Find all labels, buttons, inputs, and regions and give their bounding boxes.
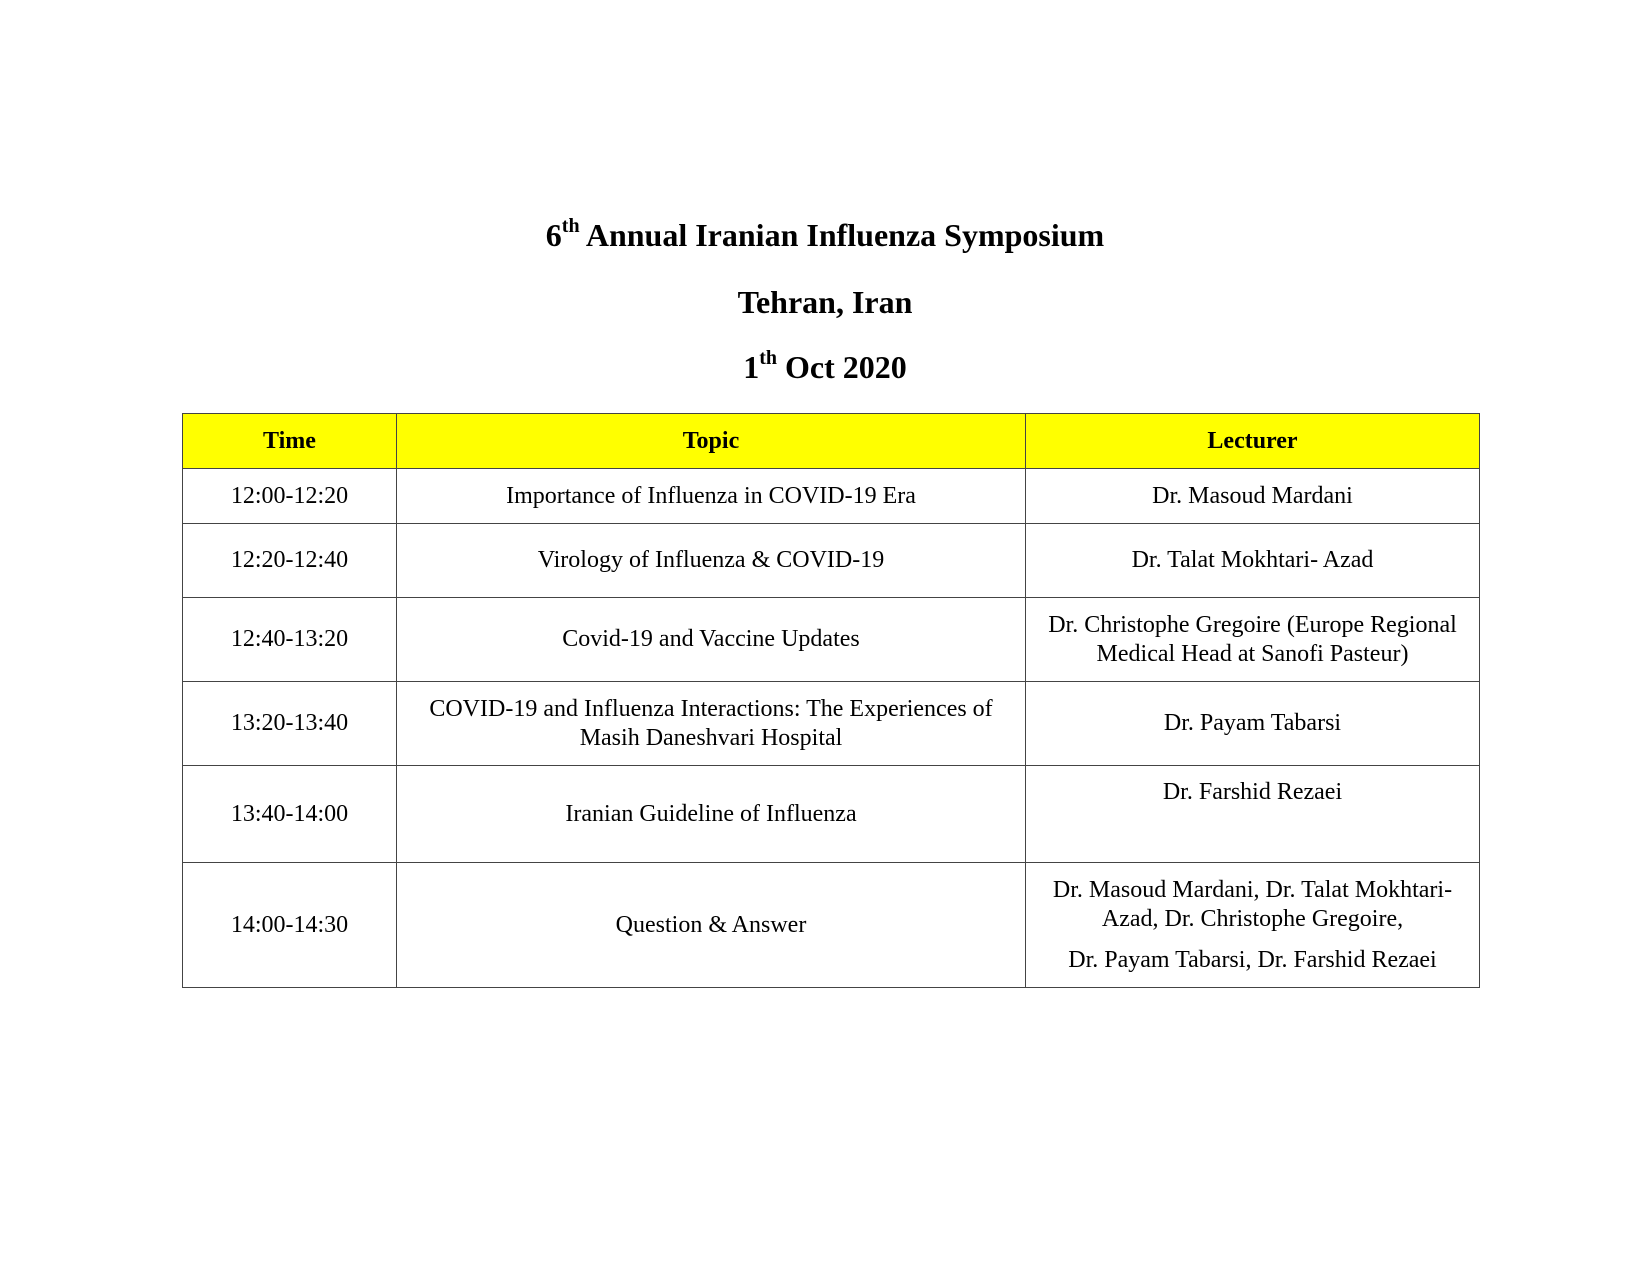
topic-line: Masih Daneshvari Hospital — [579, 724, 843, 751]
topic-line: Virology of Influenza & COVID-19 — [537, 547, 885, 573]
topic-line: Importance of Influenza in COVID-19 Era — [506, 482, 916, 509]
lecturer-cell — [1026, 766, 1480, 863]
column-header-topic: Topic — [397, 414, 1026, 469]
time-cell: 12:00-12:20 — [183, 469, 397, 524]
date-text: Oct 2020 — [777, 349, 907, 385]
lecturer-cell — [1026, 682, 1480, 766]
topic-line: COVID-19 and Influenza Interactions: The Experiences of — [429, 695, 993, 722]
column-header-lecturer: Lecturer — [1026, 414, 1480, 469]
lecturer-line: Dr. Christophe Gregoire (Europe Regional — [1048, 611, 1457, 638]
column-header-time: Time — [183, 414, 397, 469]
page-title — [0, 215, 1650, 255]
table-row — [183, 863, 1480, 988]
lecturer-line: Dr. Talat Mokhtari- Azad — [1131, 547, 1374, 573]
topic-cell — [397, 863, 1026, 988]
title-ordinal: th — [561, 215, 580, 237]
title-text: Annual Iranian Influenza Symposium — [579, 217, 1105, 253]
table-row — [183, 682, 1480, 766]
table-row — [183, 598, 1480, 682]
lecturer-line: Dr. Payam Tabarsi — [1163, 710, 1342, 736]
topic-cell — [397, 598, 1026, 682]
lecturer-line: Medical Head at Sanofi Pasteur) — [1096, 640, 1409, 667]
time-cell: 13:20-13:40 — [183, 682, 397, 766]
lecturer-cell — [1026, 469, 1480, 524]
date-ordinal: th — [759, 347, 778, 369]
topic-cell — [397, 469, 1026, 524]
lecturer-line: Azad, Dr. Christophe Gregoire, — [1101, 905, 1404, 932]
topic-cell — [397, 682, 1026, 766]
topic-cell — [397, 766, 1026, 863]
table-row — [183, 469, 1480, 524]
time-cell: 14:00-14:30 — [183, 863, 397, 988]
title-number: 6 — [545, 217, 562, 253]
lecturer-line: Dr. Masoud Mardani — [1152, 482, 1353, 509]
topic-line: Covid-19 and Vaccine Updates — [562, 626, 860, 652]
lecturer-cell — [1026, 598, 1480, 682]
table-row — [183, 524, 1480, 598]
table-header-row — [183, 414, 1480, 469]
event-date — [0, 347, 1650, 387]
event-location: Tehran, Iran — [737, 284, 913, 320]
lecturer-line: Dr. Farshid Rezaei — [1162, 779, 1343, 805]
topic-cell — [397, 524, 1026, 598]
table-row — [183, 766, 1480, 863]
lecturer-line: Dr. Payam Tabarsi, Dr. Farshid Rezaei — [1068, 946, 1437, 973]
time-cell: 12:20-12:40 — [183, 524, 397, 598]
time-cell: 12:40-13:20 — [183, 598, 397, 682]
topic-line: Question & Answer — [615, 911, 807, 938]
lecturer-line: Dr. Masoud Mardani, Dr. Talat Mokhtari- — [1052, 876, 1453, 903]
schedule-table — [182, 413, 1480, 988]
lecturer-cell — [1026, 524, 1480, 598]
topic-line: Iranian Guideline of Influenza — [565, 800, 857, 827]
date-number: 1 — [743, 349, 760, 385]
lecturer-cell — [1026, 863, 1480, 988]
time-cell: 13:40-14:00 — [183, 766, 397, 863]
